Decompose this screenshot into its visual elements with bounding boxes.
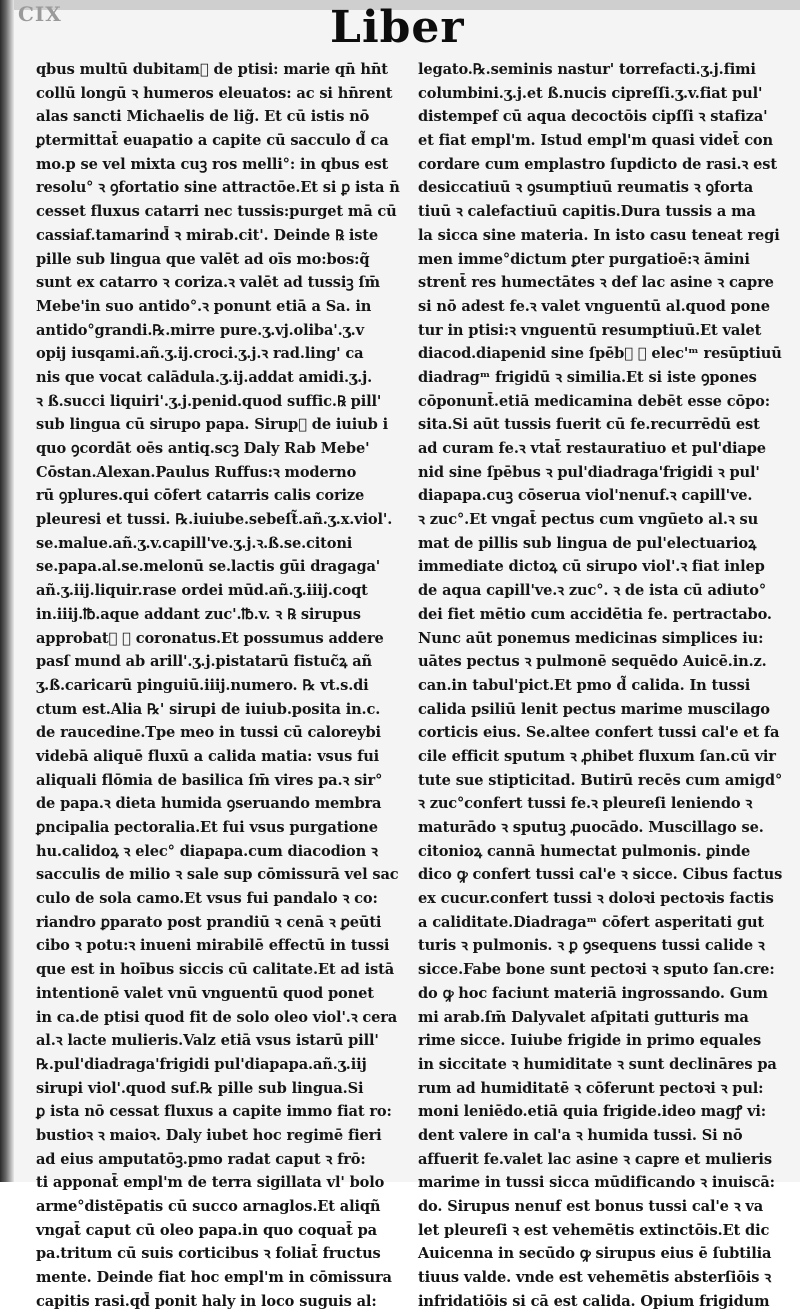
text-line: immediate dictoꝝ cū sirupo viol'.ꝛ fiat inlep <box>418 558 765 576</box>
text-line: tiuus valde. vnde est vehemētis absterſiōis ꝛ <box>418 1269 772 1287</box>
text-line: let pleureſi ꝛ est vehemētis extinctōis.Et dic <box>418 1221 770 1239</box>
text-line: turis ꝛ pulmonis. ꝛ ꝑ ꝯsequens tussi calide ꝛ <box>418 937 765 955</box>
text-line: ꝑtermittat̄ euapatio a capite cū sacculo d̃ ca <box>36 132 389 150</box>
text-line: quo ꝯcordāt oēs antiq.scꝫ Daly Rab Mebe' <box>36 440 370 457</box>
text-line: pasſ mund ab arill'.ʒ.j.pistatarū fistuc̃ꝝ añ <box>36 653 372 671</box>
text-line: pille sub lingua que valēt ad oīs mo:bos:q̃ <box>36 250 370 268</box>
text-line: dei fiet mētio cum accidētia fe. pertractabo. <box>418 605 772 623</box>
text-line: Cōstan.Alexan.Paulus Ruffus:ꝛ moderno <box>36 463 357 481</box>
text-line: de raucedine.Tpe meo in tussi cū caloreybi <box>36 724 381 742</box>
text-line: nis que vocat calādula.ʒ.ij.addat amidi.ʒ.j. <box>36 368 373 386</box>
text-line: rum ad humiditatē ꝛ cōferunt pectoꝛi ꝛ pul: <box>418 1079 764 1097</box>
text-line: collū longū ꝛ humeros eleuatos: ac si hn̄rent <box>36 84 393 102</box>
text-line: pa.tritum cū suis corticibus ꝛ foliat̄ fructus <box>36 1245 381 1263</box>
text-line: ꝛ ß.succi liquiri'.ʒ.j.penid.quod suffic.℞ pill' <box>36 392 382 410</box>
text-line: ad eius amputatōꝫ.pmo radat caput ꝛ frō: <box>36 1150 366 1168</box>
scan-binding-shadow <box>0 0 14 1182</box>
text-line: legato.℞.seminis nastur' torrefacti.ʒ.j.fimi <box>418 61 756 78</box>
text-line: cassiaf.tamarind̄ ꝛ mirab.cit'. Deinde ℞ iste <box>36 226 379 244</box>
text-line: mo.p se vel mixta cuꝫ ros melli°: in qbus est <box>36 155 389 173</box>
text-line: aliquali flōmia de basilica ſm̄ vires pa.ꝛ sir° <box>36 771 383 789</box>
folio-number: CIX <box>18 2 62 26</box>
text-line: in siccitate ꝛ humiditate ꝛ sunt declināres pa <box>418 1055 777 1073</box>
text-line: cordare cum emplastro ſupdicto de rasi.ꝛ est <box>418 155 777 173</box>
text-line: la sicca sine materia. In isto casu teneat regi <box>418 226 780 244</box>
text-line: rū ꝯplures.qui cōfert catarris calis corize <box>36 487 365 505</box>
text-line: moni leniēdo.etiā quia frigide.ideo magꝭ vi: <box>418 1103 767 1121</box>
text-line: desiccatiuū ꝛ ꝯsumptiuū reumatis ꝛ ꝯforta <box>418 179 754 197</box>
text-line: de papa.ꝛ dieta humida ꝯseruando membra <box>36 795 382 813</box>
text-line: Auicenna in secūdo ꝙ sirupus eius ē ſubtilia <box>418 1245 772 1263</box>
text-line: dico ꝙ confert tussi cal'e ꝛ sicce. Cibus factus <box>418 866 783 884</box>
text-line: se.papa.al.se.melonū se.lactis gūi dragaga' <box>36 558 381 576</box>
text-line: Nunc aūt ponemus medicinas simplices iu: <box>418 629 764 647</box>
text-line: culo de sola camo.Et vsus fui pandalo ꝛ co: <box>36 890 378 908</box>
text-line: uātes pectus ꝛ pulmonē sequēdo Auicē.in.z. <box>418 653 767 671</box>
text-line: do. Sirupus nenuf est bonus tussi cal'e ꝛ va <box>418 1198 764 1215</box>
text-line: que est in hoībus siccis cū calitate.Et ad istā <box>36 961 395 979</box>
text-line: mi arab.ſm̄ Dalyvalet aſpitati gutturis ma <box>418 1008 749 1026</box>
text-line: ad curam fe.ꝛ vtat̄ restauratiuo et pul'diape <box>418 440 766 457</box>
text-line: hu.calidoꝝ ꝛ elec° diapapa.cum diacodion ꝛ <box>36 842 378 860</box>
text-line: mat de pillis sub lingua de pul'electuarioꝝ <box>418 534 757 552</box>
text-line: sunt ex catarro ꝛ coriza.ꝛ valēt ad tussiꝫ ſm̄ <box>36 274 380 292</box>
text-line: se.malue.añ.ʒ.v.capill've.ʒ.j.ꝛ.ß.se.citoni <box>36 534 353 552</box>
text-line: mente. Deinde fiat hoc empl'm in cōmissura <box>36 1269 392 1287</box>
text-line: ꝑ ista nō cessat fluxus a capite immo fiat ro: <box>36 1103 392 1121</box>
text-line: sirupi viol'.quod suf.℞ pille sub lingua.Si <box>36 1079 364 1097</box>
text-line: opij iusqami.añ.ʒ.ij.croci.ʒ.j.ꝛ rad.ling' ca <box>36 345 364 363</box>
text-line: infridatiōis si cā est calida. Opium frigidum <box>418 1292 770 1310</box>
text-line: antido°grandi.℞.mirre pure.ʒ.vj.oliba'.ʒ.v <box>36 321 364 339</box>
text-line: diacod.diapenid sine ſpēb᷑ ꝛ elec'ᵐ resūptiuū <box>418 345 782 363</box>
text-line: añ.ʒ.iij.liquir.rase ordei mūd.añ.ʒ.iiij.coqt <box>36 582 368 600</box>
text-line: videbā aliquē fluxū a calida matia: vsus fui <box>36 747 380 765</box>
text-line: ꝛ zuc°.Et vngat̄ pectus cum vngūeto al.ꝛ su <box>418 511 759 529</box>
text-line: et fiat empl'm. Istud empl'm quasi videt̄ con <box>418 132 773 150</box>
text-line: ex cucur.confert tussi ꝛ doloꝛi pectoꝛis factis <box>418 890 774 908</box>
text-column-left <box>36 58 404 1313</box>
text-line: corticis eius. Se.altee confert tussi cal'e et fa <box>418 724 780 742</box>
text-line: tur in ptisi:ꝛ vnguentū resumptiuū.Et valet <box>418 321 762 339</box>
text-line: sita.Si aūt tussis fuerit cū fe.recurrēdū est <box>418 416 760 434</box>
text-line: sub lingua cū sirupo papa. Sirup᷑ de iuiub i <box>36 416 388 434</box>
text-column-right <box>418 58 790 1313</box>
text-line: rime sicce. Iuiube frigide in primo equales <box>418 1032 762 1050</box>
text-line: cōponunt̄.etiā medicamina debēt esse cōpo: <box>418 392 770 410</box>
text-line: nid sine ſpēbus ꝛ pul'diadraga'frigidi ꝛ pul' <box>418 463 760 481</box>
text-line: approbat᷑ ꝛ coronatus.Et possumus addere <box>36 629 384 647</box>
text-line: diapapa.cuꝫ cōserua viol'nenuf.ꝛ capill've. <box>418 487 753 505</box>
text-line: in.iiij.℔.aque addant zuc'.℔.v. ꝛ ℞ sirupus <box>36 605 361 623</box>
text-line: arme°distēpatis cū succo arnaglos.Et aliqñ <box>36 1198 381 1215</box>
text-line: maturādo ꝛ sputuꝫ ꝓuocādo. Muscillago se. <box>418 819 764 836</box>
text-line: riandro ꝑparato post prandiū ꝛ cenā ꝛ ꝑeūti <box>36 913 382 931</box>
text-line: distempef cū aqua decoctōis cipſſi ꝛ stafiza' <box>418 108 768 126</box>
text-line: can.in tabul'pict.Et pmo d̃ calida. In tussi <box>418 676 751 694</box>
text-line: strent̄ res humectātes ꝛ def lac asine ꝛ capre <box>418 274 774 292</box>
text-line: alas sancti Michaelis de lig̃. Et cū istis nō <box>36 108 370 126</box>
text-line: ctum est.Alia ℞' sirupi de iuiub.posita in.c. <box>36 700 381 718</box>
text-line: pleuresi et tussi. ℞.iuiube.sebeſt̃.añ.ʒ.x.viol'. <box>36 511 393 529</box>
text-line: dent valere in cal'a ꝛ humida tussi. Si nō <box>418 1126 743 1144</box>
text-line: de aqua capill've.ꝛ zuc°. ꝛ de ista cū adiuto° <box>418 582 766 600</box>
text-line: in ca.de ptisi quod fit de solo oleo viol'.ꝛ cera <box>36 1008 398 1026</box>
text-line: ʒ.ß.caricarū pinguiū.iiij.numero. ℞ vt.s.di <box>36 676 369 694</box>
text-line: cibo ꝛ potu:ꝛ inueni mirabilē effectū in tussi <box>36 937 390 955</box>
text-line: ℞.pul'diadraga'frigidi pul'diapapa.añ.ʒ.iij <box>36 1055 367 1073</box>
text-line: marime in tussi sicca mūdificando ꝛ inuiscā: <box>418 1174 775 1192</box>
text-line: a caliditate.Diadragaᵐ cōfert asperitati gut <box>418 913 765 931</box>
text-line: sacculis de milio ꝛ sale sup cōmissurā vel sac <box>36 866 399 884</box>
text-line: Mebe'in suo antido°.ꝛ ponunt etiā a Sa. in <box>36 297 372 315</box>
text-line: cesset fluxus catarri nec tussis:purget mā cū <box>36 203 397 221</box>
text-line: tiuū ꝛ calefactiuū capitis.Dura tussis a ma <box>418 203 756 221</box>
text-line: resolu° ꝛ ꝯfortatio sine attractōe.Et si ꝑ ista n̄ <box>36 179 400 197</box>
running-head: Liber <box>330 2 465 53</box>
text-line: affuerit fe.valet lac asine ꝛ capre et mulieris <box>418 1150 772 1168</box>
text-line: do ꝙ hoc faciunt materiā ingrossando. Gum <box>418 984 768 1002</box>
text-line: cile efficit sputum ꝛ ꝓhibet fluxum ſan.cū vir <box>418 747 776 765</box>
text-line: ꝛ zuc°confert tussi fe.ꝛ pleureſi leniendo ꝛ <box>418 795 753 813</box>
text-line: diadragᵐ frigidū ꝛ similia.Et si iste ꝯpones <box>418 368 757 386</box>
text-line: capitis rasi.qd̄ ponit haly in loco suguis al: <box>36 1292 377 1310</box>
text-line: sicce.Fabe bone sunt pectoꝛi ꝛ sputo ſan.cre: <box>418 961 775 979</box>
text-line: vngat̄ caput cū oleo papa.in quo coquat̄ pa <box>36 1221 377 1239</box>
text-line: si nō adest fe.ꝛ valet vnguentū al.quod pone <box>418 297 770 315</box>
text-line: qbus multū dubitam᷑ de ptisi: marie qn̄ hn̄t <box>36 61 388 78</box>
text-line: al.ꝛ lacte mulieris.Valz etiā vsus istarū pill' <box>36 1032 379 1050</box>
text-line: intentionē valet vnū vnguentū quod ponet <box>36 984 374 1002</box>
text-line: tute sue stipticitad. Butirū recēs cum amigd° <box>418 771 783 789</box>
text-line: bustioꝛ ꝛ maioꝛ. Daly iubet hoc regimē fieri <box>36 1126 382 1144</box>
text-line: citonioꝝ cannā humectat pulmonis. ꝑinde <box>418 842 751 860</box>
text-line: columbini.ʒ.j.et ß.nucis cipreſſi.ʒ.v.fiat pul' <box>418 84 763 102</box>
text-line: ꝑncipalia pectoralia.Et fui vsus purgatione <box>36 819 378 836</box>
text-line: calida psiliū lenit pectus marime muscilago <box>418 700 770 718</box>
text-line: men imme°dictum ꝑter purgatioē:ꝛ āmini <box>418 250 750 268</box>
text-line: ti apponat̄ empl'm de terra sigillata vl' bolo <box>36 1174 385 1192</box>
